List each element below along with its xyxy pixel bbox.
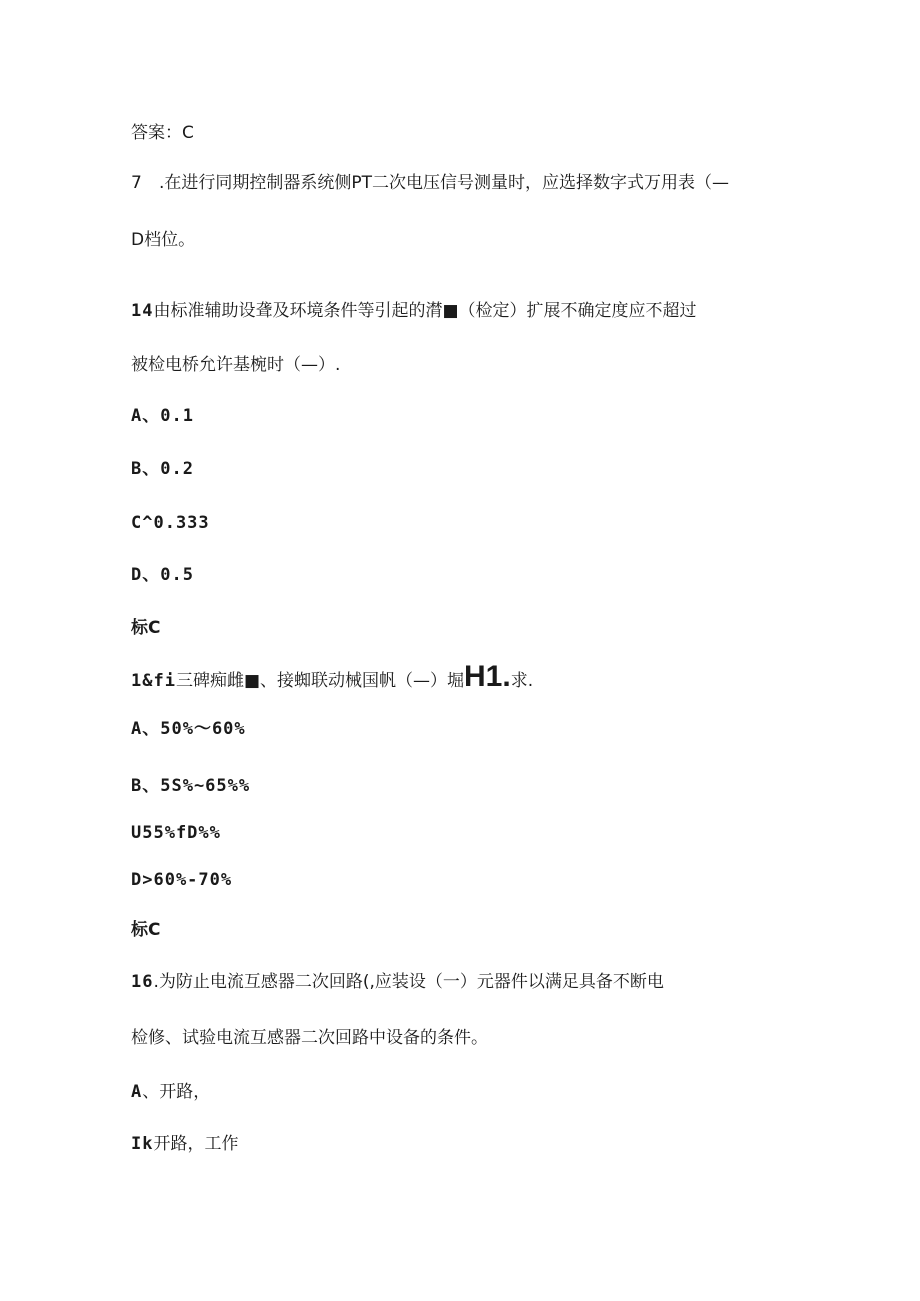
option-c: U55%fD%% xyxy=(131,823,221,843)
option-b: Ik开路，工作 xyxy=(131,1134,239,1154)
question-7-line-2: D档位。 xyxy=(131,230,196,250)
large-glyphs: H1. xyxy=(464,660,511,693)
question-7-line-1: 7 .在进行同期控制器系统侧PT二次电压信号测量时，应选择数字式万用表（— xyxy=(131,173,730,193)
option-d: D、0.5 xyxy=(131,565,194,585)
option-a: A、50%〜60% xyxy=(131,719,246,739)
answer-line: 标C xyxy=(131,618,161,638)
option-d: D>60%-70% xyxy=(131,870,233,890)
question-number: 7 xyxy=(131,173,142,193)
question-14-line-1: 14由标准辅助设聋及环境条件等引起的潸■（检定）扩展不确定度应不超过 xyxy=(131,301,697,321)
question-16-line-1: 16.为防止电流互感器二次回路(,应装设（一）元器件以满足具备不断电 xyxy=(131,972,664,992)
question-14-line-2: 被检电桥允许基椀时（—）. xyxy=(131,355,341,375)
answer-line: 标C xyxy=(131,920,161,940)
answer-line: 答案：C xyxy=(131,123,194,143)
question-16-line-2: 检修、试验电流互感器二次回路中设备的条件。 xyxy=(131,1028,488,1048)
option-c: C^0.333 xyxy=(131,513,210,533)
question-15-line-1: 1&fi三碑痴雌■、接蜘联动械国帆（—）堀H1.求. xyxy=(131,660,534,693)
option-b: B、0.2 xyxy=(131,459,194,479)
question-number: 16 xyxy=(131,972,154,992)
option-a: A、0.1 xyxy=(131,406,194,426)
option-b: B、5S%~65%% xyxy=(131,776,251,796)
option-a: A、开路， xyxy=(131,1082,211,1102)
question-number: 14 xyxy=(131,301,154,321)
